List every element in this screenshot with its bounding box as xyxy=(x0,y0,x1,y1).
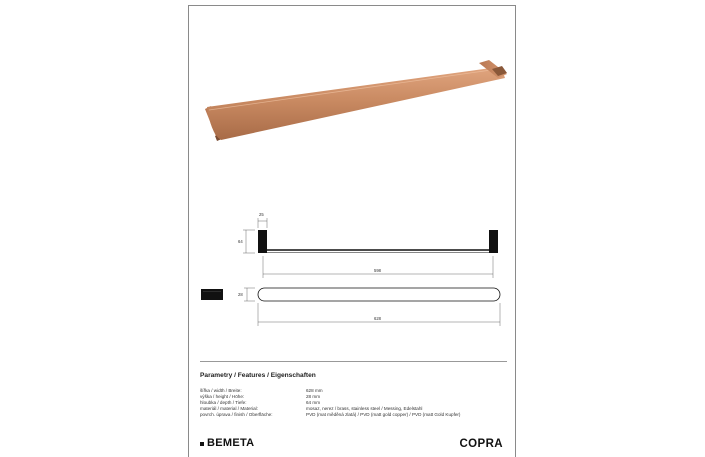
brand-name: BEMETA xyxy=(207,437,255,449)
drawing-left-post xyxy=(258,230,267,253)
technical-drawing xyxy=(189,6,517,336)
drawing-bar-front xyxy=(258,288,500,301)
param-value: PVD (mat měděná zlatá) / PVD (matt gold copper) / PVD (matt Gold Kupfer) xyxy=(306,412,461,417)
drawing-right-post xyxy=(489,230,498,253)
params-heading: Parametry / Features / Eigenschaften xyxy=(200,372,316,379)
dim-depth: 64 xyxy=(238,239,243,244)
param-label: výška / height / Höhe: xyxy=(200,394,245,399)
brand-logo xyxy=(200,437,254,449)
brand-square-icon xyxy=(200,442,204,446)
dim-post-width: 25 xyxy=(259,212,264,217)
param-label: povrch. úprava / finish / Oberfläche: xyxy=(200,412,273,417)
dim-inner-length: 598 xyxy=(374,268,381,273)
param-value: mosaz, nerez / brass, stainless steel / Messing, Edelstahl xyxy=(306,406,423,411)
param-value: 628 mm xyxy=(306,388,323,393)
product-name: COPRA xyxy=(459,438,503,450)
param-label: hloubka / depth / Tiefe: xyxy=(200,400,247,405)
dim-total-length: 628 xyxy=(374,316,381,321)
param-label: materiál / material / Material: xyxy=(200,406,258,411)
dim-bar-height: 28 xyxy=(238,292,243,297)
param-row xyxy=(200,412,507,418)
drawing-side-post xyxy=(201,289,223,300)
spec-sheet xyxy=(188,5,516,457)
param-value: 64 mm xyxy=(306,400,321,405)
param-label: šířka / width / Breite: xyxy=(200,388,242,393)
section-divider xyxy=(200,361,507,362)
params-table xyxy=(200,388,507,418)
param-value: 28 mm xyxy=(306,394,321,399)
